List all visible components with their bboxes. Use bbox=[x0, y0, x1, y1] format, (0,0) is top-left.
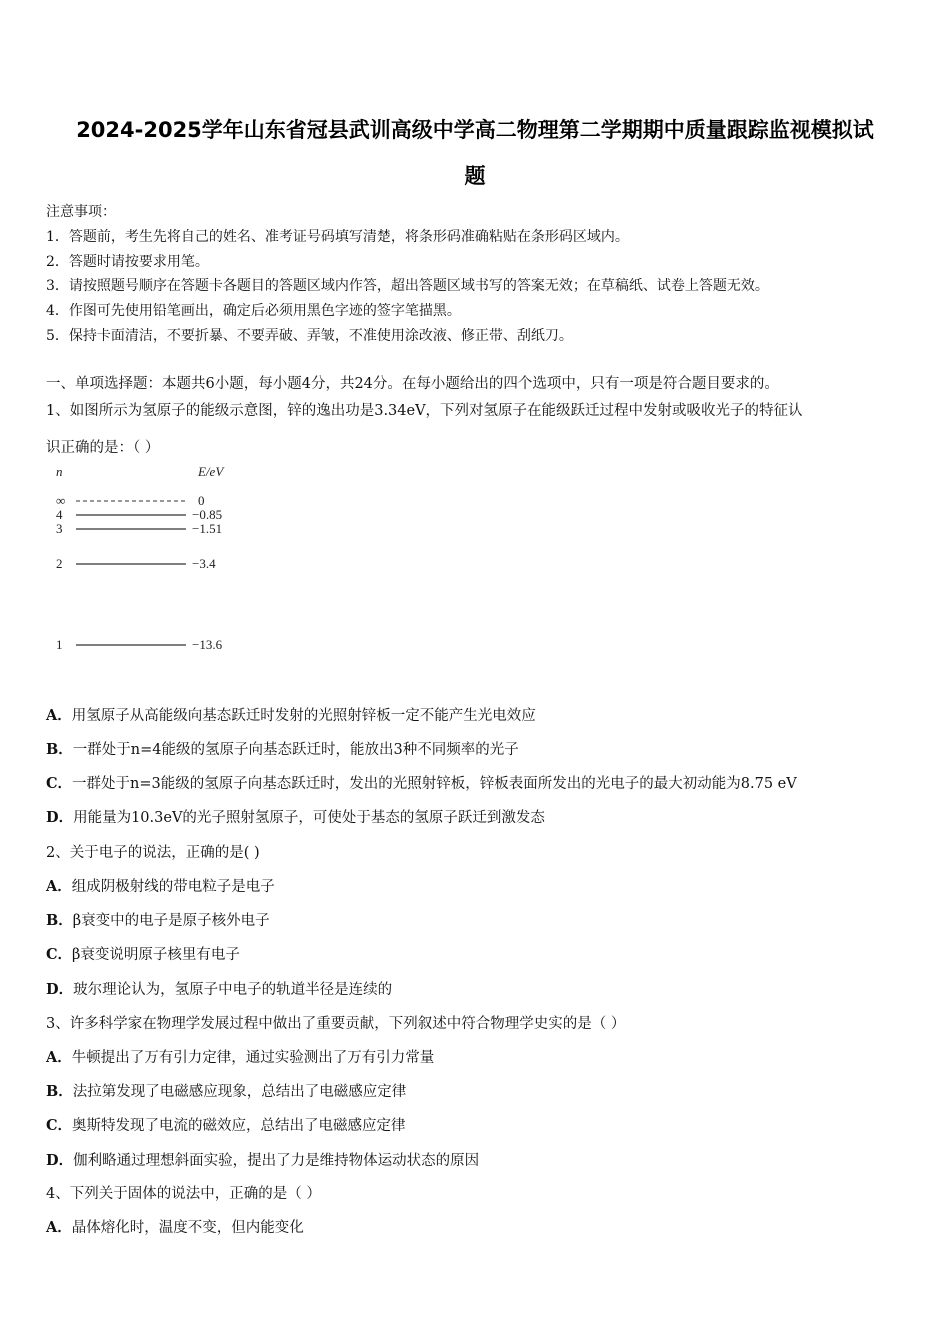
option-label: C． bbox=[46, 775, 73, 792]
document-title-continued: 题 bbox=[464, 164, 486, 188]
option-d bbox=[46, 1151, 479, 1171]
energy-level-4 bbox=[56, 507, 222, 522]
option-a bbox=[46, 1048, 434, 1068]
question-1-stem-continued: 识正确的是：（ ） bbox=[46, 440, 160, 456]
notice-heading: 注意事项： bbox=[46, 204, 116, 220]
level-n: 2 bbox=[56, 556, 63, 571]
option-b bbox=[46, 1082, 406, 1102]
option-label: D． bbox=[46, 809, 74, 826]
notice-item: 5．保持卡面清洁，不要折暴、不要弄破、弄皱，不准使用涂改液、修正带、刮纸刀。 bbox=[46, 328, 573, 344]
option-label: A． bbox=[46, 1049, 72, 1066]
option-text: 用氢原子从高能级向基态跃迁时发射的光照射锌板一定不能产生光电效应 bbox=[71, 708, 536, 724]
n-axis-label: n bbox=[56, 464, 63, 479]
option-text: 用能量为10.3eV的光子照射氢原子，可使处于基态的氢原子跃迁到激发态 bbox=[73, 810, 545, 826]
document-title: 2024-2025学年山东省冠县武训高级中学高二物理第二学期期中质量跟踪监视模拟试 bbox=[76, 118, 874, 142]
energy-level-1 bbox=[56, 637, 223, 652]
option-text: 奥斯特发现了电流的磁效应，总结出了电磁感应定律 bbox=[72, 1118, 406, 1134]
question-2-stem: 2、关于电子的说法，正确的是( ) bbox=[46, 845, 260, 861]
level-n: 4 bbox=[56, 507, 63, 522]
question-4-stem: 4、下列关于固体的说法中，正确的是（ ） bbox=[46, 1186, 321, 1202]
option-c bbox=[46, 945, 240, 965]
option-b bbox=[46, 740, 519, 760]
level-n: 3 bbox=[56, 521, 63, 536]
level-energy: −13.6 bbox=[192, 637, 223, 652]
option-label: B． bbox=[46, 1083, 73, 1100]
option-c bbox=[46, 1116, 406, 1136]
option-text: 一群处于n=4能级的氢原子向基态跃迁时，能放出3种不同频率的光子 bbox=[72, 742, 519, 758]
option-label: D． bbox=[46, 981, 74, 998]
option-d bbox=[46, 808, 545, 828]
option-text: 牛顿提出了万有引力定律，通过实验测出了万有引力常量 bbox=[71, 1050, 435, 1066]
option-label: A． bbox=[46, 707, 72, 724]
energy-level-2 bbox=[56, 556, 216, 571]
option-text: 伽利略通过理想斜面实验，提出了力是维持物体运动状态的原因 bbox=[73, 1153, 480, 1169]
level-n: ∞ bbox=[56, 493, 66, 508]
notice-item: 1．答题前，考生先将自己的姓名、准考证号码填写清楚，将条形码准确粘贴在条形码区域内。 bbox=[46, 229, 629, 245]
question-3-stem: 3、许多科学家在物理学发展过程中做出了重要贡献，下列叙述中符合物理学史实的是（ ） bbox=[46, 1016, 626, 1032]
option-text: β衰变说明原子核里有电子 bbox=[72, 947, 240, 963]
level-energy: −0.85 bbox=[192, 507, 223, 522]
option-label: A． bbox=[46, 1219, 72, 1236]
energy-level-3 bbox=[56, 521, 222, 536]
notice-item: 2．答题时请按要求用笔。 bbox=[46, 254, 209, 270]
notice-item: 3．请按照题号顺序在答题卡各题目的答题区域内作答，超出答题区域书写的答案无效；在草稿纸、试卷上答题无效。 bbox=[46, 278, 769, 294]
option-text: 一群处于n=3能级的氢原子向基态跃迁时，发出的光照射锌板，锌板表面所发出的光电子的最大初动能为8.75 eV bbox=[72, 776, 797, 792]
option-text: 玻尔理论认为，氢原子中电子的轨道半径是连续的 bbox=[73, 982, 393, 998]
level-energy: −3.4 bbox=[192, 556, 216, 571]
option-d bbox=[46, 980, 392, 1000]
energy-level-inf bbox=[56, 493, 205, 508]
energy-level-diagram bbox=[46, 462, 246, 662]
option-a bbox=[46, 1218, 304, 1238]
option-label: B． bbox=[46, 912, 73, 929]
section-heading: 一、单项选择题：本题共6小题，每小题4分，共24分。在每小题给出的四个选项中，只有一项是符合题目要求的。 bbox=[46, 376, 779, 392]
option-text: 法拉第发现了电磁感应现象，总结出了电磁感应定律 bbox=[72, 1084, 407, 1100]
option-label: B． bbox=[46, 741, 73, 758]
option-label: D． bbox=[46, 1152, 74, 1169]
option-b bbox=[46, 911, 270, 931]
level-energy: −1.51 bbox=[192, 521, 223, 536]
option-a bbox=[46, 706, 536, 726]
level-n: 1 bbox=[56, 637, 63, 652]
option-text: β衰变中的电子是原子核外电子 bbox=[72, 913, 270, 929]
energy-axis-label: E/eV bbox=[198, 464, 224, 479]
option-label: C． bbox=[46, 946, 73, 963]
option-text: 组成阴极射线的带电粒子是电子 bbox=[71, 879, 275, 895]
option-a bbox=[46, 877, 275, 897]
notice-item: 4．作图可先使用铅笔画出，确定后必须用黑色字迹的签字笔描黑。 bbox=[46, 303, 461, 319]
level-energy: 0 bbox=[198, 493, 205, 508]
option-label: A． bbox=[46, 878, 72, 895]
question-1-stem: 1、如图所示为氢原子的能级示意图，锌的逸出功是3.34eV，下列对氢原子在能级跃迁过程中发射或吸收光子的特征认 bbox=[46, 403, 803, 419]
option-text: 晶体熔化时，温度不变，但内能变化 bbox=[71, 1220, 304, 1236]
option-c bbox=[46, 774, 797, 794]
option-label: C． bbox=[46, 1117, 73, 1134]
